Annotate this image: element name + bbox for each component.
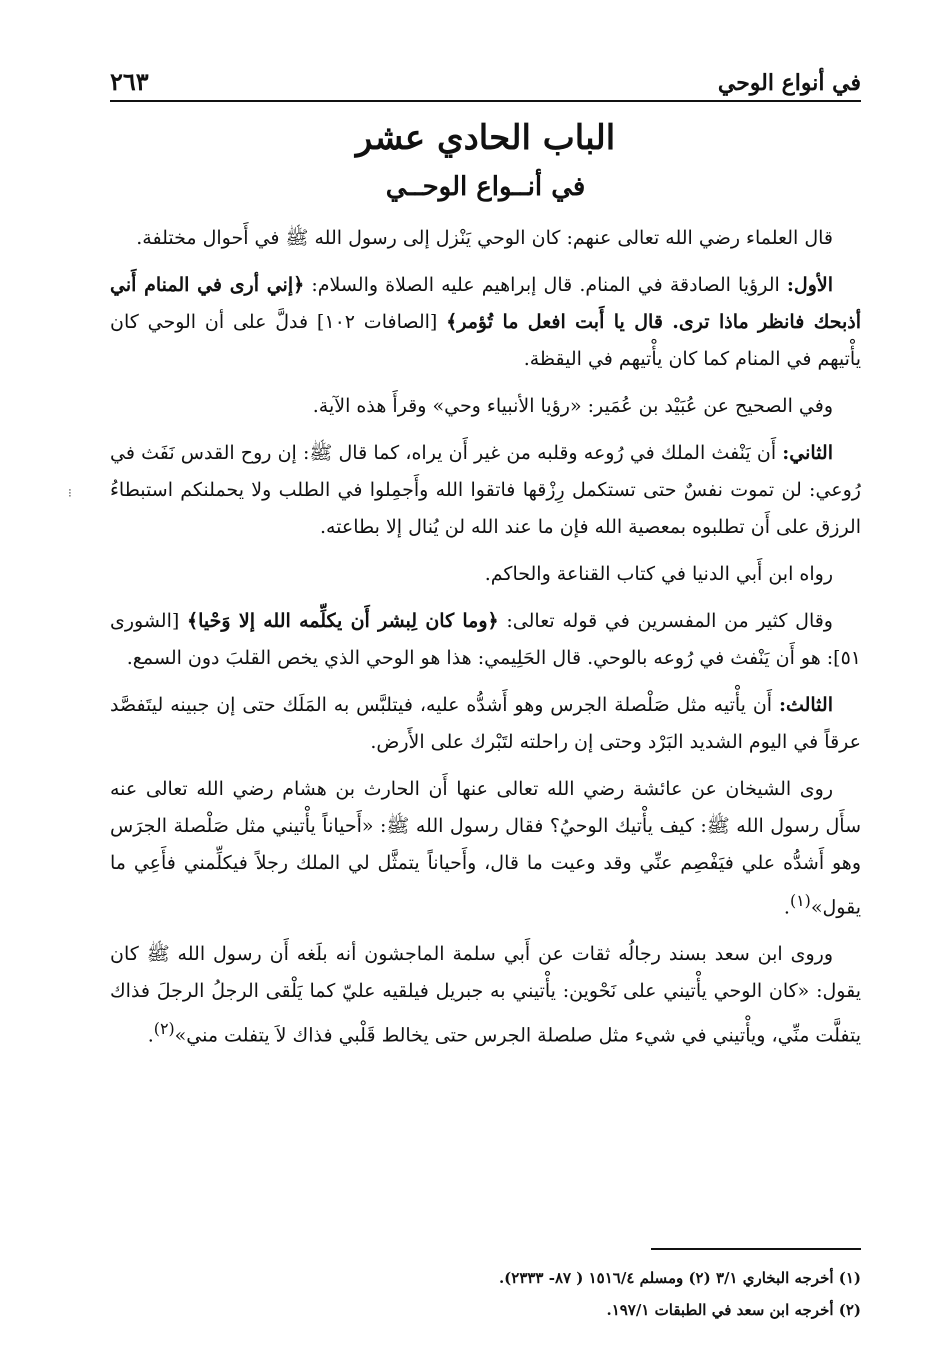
paragraph-shaykhan	[110, 771, 861, 926]
first-text-b: [الصافات ١٠٢] فدلَّ على أن الوحي كان يأْتيهم في المنام كما كان يأْتيهم في اليقظة.	[110, 311, 861, 370]
chapter-subtitle: في أنــواع الوحــي	[385, 172, 586, 202]
ibn-saad-period: .	[147, 1024, 154, 1047]
running-title: في أنواع الوحي	[717, 70, 861, 96]
first-text-a: الرؤيا الصادقة في المنام. قال إبراهيم عليه الصلاة والسلام:	[304, 274, 787, 296]
margin-mark: ⁝	[68, 486, 72, 500]
paragraph-intro: قال العلماء رضي الله تعالى عنهم: كان الوحي يَنْزل إلى رسول الله ﷺ في أَحوال مختلفة.	[136, 227, 833, 249]
footnote-ref-1[interactable]: (١)	[789, 891, 811, 910]
page-number: ٢٦٣	[110, 67, 149, 96]
footnote-divider	[651, 1248, 861, 1250]
footnote-1: (١) أخرجه البخاري ٣/١ (٢) ومسلم ١٥١٦/٤ ( ٨٧- ٢٣٣٣).	[498, 1269, 861, 1287]
second-label: الثاني:	[782, 442, 833, 464]
footnotes	[110, 1262, 861, 1326]
chapter-title: الباب الحادي عشر	[355, 118, 616, 158]
footnote-2: (٢) أخرجه ابن سعد في الطبقات ١٩٧/١.	[606, 1301, 861, 1319]
paragraph-ibn-saad	[110, 936, 861, 1054]
page-header	[110, 62, 861, 102]
third-text: أَن يأْتيه مثل صَلْصلة الجرس وهو أَشدُّه عليه، فيتلبَّس به المَلَك حتى إن جبينه ليتَفصَّد عرقاً في اليوم الشديد البَرْد وحتى إن راحلته لتَبْرك على الأَرض.	[110, 694, 861, 753]
first-quran: ﴿إني أرى في المنام أَني أذبحك فانظر ماذا ترى. قال يا أَبت افعل ما تُؤمر﴾	[110, 274, 861, 333]
mufassirin-text-b: [الشورى ٥١]: هو أَن يَنْفث في رُوعه بالوحي. قال الحَلِيمي: هذا هو الوحي الذي يخص القلبَ دون السمع.	[110, 610, 861, 669]
paragraph-second	[110, 435, 861, 546]
mufassirin-quran: ﴿وما كان لِبشر أَن يكلِّمه الله إلا وَحْيا﴾	[187, 610, 499, 632]
mufassirin-text-a: وقال كثير من المفسرين في قوله تعالى:	[498, 610, 833, 632]
paragraph-mufassirin	[110, 603, 861, 677]
paragraph-second-source: رواه ابن أَبي الدنيا في كتاب القناعة والحاكم.	[484, 563, 833, 585]
paragraph-third	[110, 687, 861, 761]
first-label: الأول:	[786, 274, 833, 296]
body-text	[110, 220, 861, 1065]
shaykhan-text: روى الشيخان عن عائشة رضي الله تعالى عنها أَن الحارث بن هشام رضي الله تعالى عنه سأَل رسول الله ﷺ: كيف يأْتيك الوحيُ؟ فقال رسول الله ﷺ: «أَحياناً يأْتيني مثل صَلْصلة الجرَس وهو أَشدُّه علي فيَفْصِم عنِّي وقد وعيت ما قال، وأَحياناً يتمثَّل لي الملك رجلاً فيكلِّمني فأَعِي ما يقول»	[110, 778, 861, 919]
shaykhan-period: .	[783, 896, 790, 919]
paragraph-first	[110, 267, 861, 378]
footnote-ref-2[interactable]: (٢)	[153, 1019, 175, 1039]
second-text: أَن يَنْفث الملك في رُوعه وقلبه من غير أَن يراه، كما قال ﷺ: إن روح القدس نَفَث في رُوعي: لن تموت نفسٌ حتى تستكمل رِزْقها فاتقوا الله وأَجمِلوا في الطلب ولا يحملنكم استبطاءُ الرزق على أَن تطلبوه بمعصية الله فإن ما عند الله لن يُنال إلا بطاعته.	[110, 442, 861, 538]
third-label: الثالث:	[778, 694, 833, 716]
ibn-saad-text: وروى ابن سعد بسند رجالُه ثقات عن أَبي سلمة الماجشون أنه بلَغه أَن رسول الله ﷺ كان يقول: «كان الوحي يأْتيني على نَحْوين: يأْتيني به جبريل فيلقيه عليّ كما يَلْقى الرجلُ الرجلَ فذاك يتفلَّت منِّي، ويأْتيني في شيء مثل صلصلة الجرس حتى يخالط قَلْبي فذاك لاَ يتفلت مني»	[110, 943, 861, 1047]
paragraph-first-hadith: وفي الصحيح عن عُبَيْد بن عُمَير: «رؤيا الأنبياء وحي» وقرأَ هذه الآية.	[312, 395, 833, 417]
